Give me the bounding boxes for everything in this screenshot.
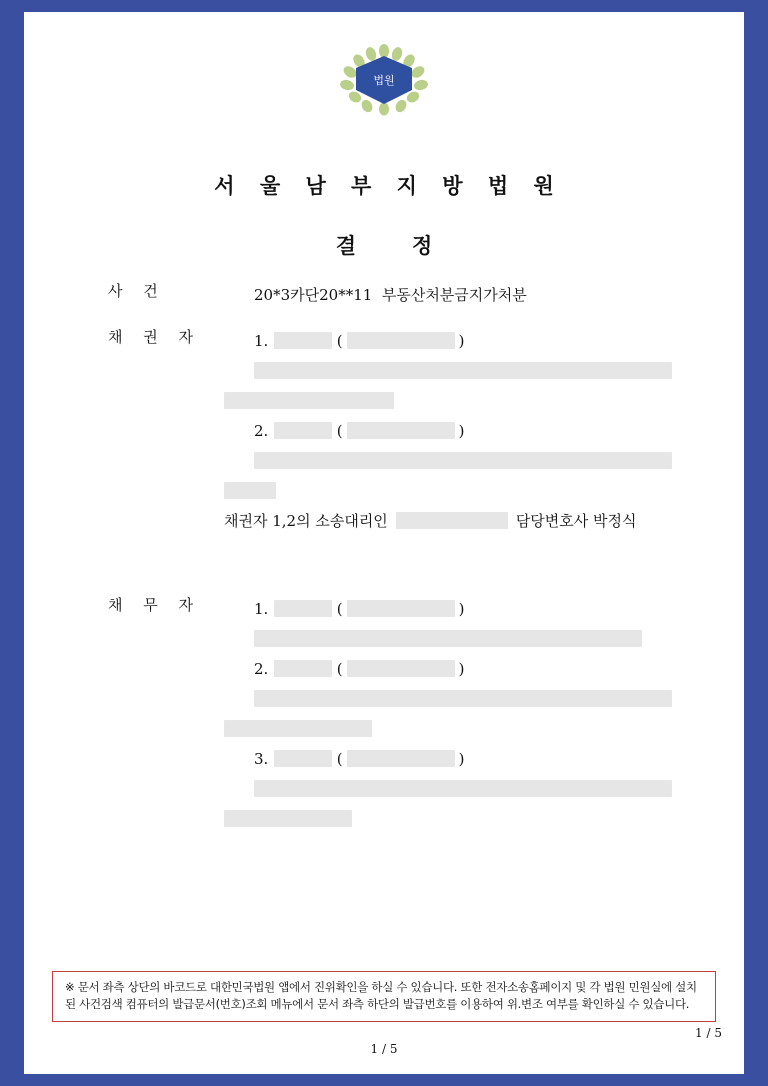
debtor-2-address-line1 bbox=[254, 684, 704, 714]
court-emblem bbox=[24, 44, 744, 116]
creditor-2-address-line1 bbox=[254, 446, 704, 476]
redacted-name bbox=[274, 332, 332, 349]
debtor-3-paren-open: ( bbox=[336, 750, 343, 768]
creditor-label: 채 권 자 bbox=[108, 328, 202, 346]
title-left: 결 bbox=[335, 233, 356, 258]
debtor-2-paren-open: ( bbox=[336, 660, 343, 678]
redacted-address bbox=[224, 810, 352, 827]
creditor-2-paren-close: ) bbox=[458, 422, 465, 440]
redacted-address bbox=[224, 392, 394, 409]
redacted-address bbox=[254, 630, 642, 647]
creditor-1-index: 1. bbox=[254, 332, 269, 350]
redacted-name bbox=[274, 422, 332, 439]
document-body bbox=[82, 280, 704, 836]
debtor-row bbox=[82, 594, 704, 834]
debtor-2-index: 2. bbox=[254, 660, 269, 678]
redacted-id bbox=[347, 332, 455, 349]
creditor-1-address-line2 bbox=[224, 386, 704, 416]
attorney-prefix: 채권자 1,2의 소송대리인 bbox=[224, 512, 388, 530]
attorney-suffix: 담당변호사 박정식 bbox=[515, 512, 637, 530]
debtor-2 bbox=[254, 654, 704, 684]
case-row bbox=[82, 280, 704, 310]
redacted-id bbox=[347, 600, 455, 617]
page-title bbox=[24, 230, 744, 260]
debtor-1-address-line1 bbox=[254, 624, 704, 654]
page-indicator-right: 1 / 5 bbox=[695, 1026, 722, 1040]
redacted-address bbox=[254, 690, 672, 707]
creditor-2 bbox=[254, 416, 704, 446]
redacted-law-firm bbox=[396, 512, 508, 529]
debtor-1-paren-close: ) bbox=[458, 600, 465, 618]
redacted-id bbox=[347, 660, 455, 677]
creditor-1 bbox=[254, 326, 704, 356]
debtor-2-address-line2 bbox=[224, 714, 704, 744]
redacted-address bbox=[224, 482, 276, 499]
court-emblem-icon bbox=[338, 44, 430, 116]
redacted-address bbox=[254, 362, 672, 379]
debtor-3-address-line2 bbox=[224, 804, 704, 834]
debtor-3-address-line1 bbox=[254, 774, 704, 804]
debtor-3-index: 3. bbox=[254, 750, 269, 768]
creditor-1-paren-close: ) bbox=[458, 332, 465, 350]
creditor-1-paren-open: ( bbox=[336, 332, 343, 350]
redacted-address bbox=[254, 780, 672, 797]
debtor-label: 채 무 자 bbox=[108, 596, 202, 614]
authenticity-notice: ※ 문서 좌측 상단의 바코드로 대한민국법원 앱에서 진위확인을 하실 수 있습니다. 또한 전자소송홈페이지 및 각 법원 민원실에 설치된 사건검색 컴퓨터의 발급문서(번호)조회 메뉴에서 문서 좌측 하단의 발급번호를 이용하여 위.변조 여부를 확인하실 수 있습니다. bbox=[52, 971, 716, 1022]
court-name: 서 울 남 부 지 방 법 원 bbox=[214, 173, 563, 198]
creditor-1-address-line1 bbox=[254, 356, 704, 386]
case-type: 부동산처분금지가처분 bbox=[381, 286, 527, 304]
creditor-row bbox=[82, 326, 704, 536]
creditor-2-address-line2 bbox=[224, 476, 704, 506]
debtor-3 bbox=[254, 744, 704, 774]
debtor-1-index: 1. bbox=[254, 600, 269, 618]
document-page bbox=[24, 12, 744, 1074]
redacted-id bbox=[347, 750, 455, 767]
title-right: 정 bbox=[412, 233, 433, 258]
emblem-label: 법원 bbox=[373, 74, 395, 87]
case-number: 20*3카단20**11 bbox=[254, 286, 373, 304]
redacted-address bbox=[224, 720, 372, 737]
redacted-name bbox=[274, 750, 332, 767]
case-value bbox=[254, 280, 704, 310]
creditor-2-paren-open: ( bbox=[336, 422, 343, 440]
redacted-address bbox=[254, 452, 672, 469]
debtor-2-paren-close: ) bbox=[458, 660, 465, 678]
page-indicator-center: 1 / 5 bbox=[370, 1042, 398, 1056]
debtor-1 bbox=[254, 594, 704, 624]
case-label: 사 건 bbox=[108, 282, 166, 300]
debtor-1-paren-open: ( bbox=[336, 600, 343, 618]
redacted-name bbox=[274, 660, 332, 677]
redacted-name bbox=[274, 600, 332, 617]
redacted-id bbox=[347, 422, 455, 439]
attorney-line bbox=[224, 506, 704, 536]
creditor-2-index: 2. bbox=[254, 422, 269, 440]
debtor-3-paren-close: ) bbox=[458, 750, 465, 768]
